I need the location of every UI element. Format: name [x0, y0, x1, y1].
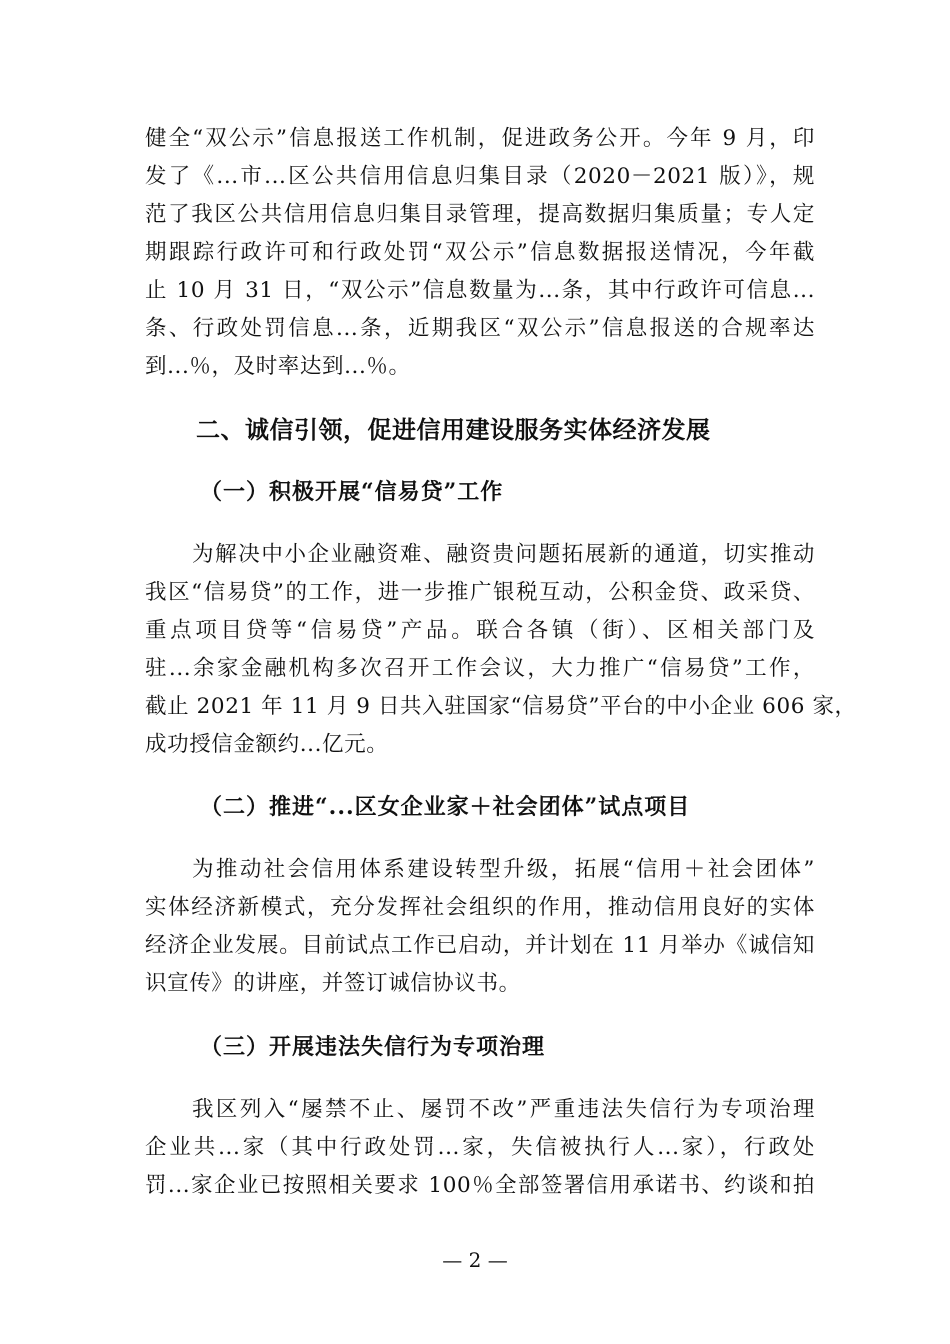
paragraph-line: 到...％，及时率达到...％。 — [145, 354, 411, 379]
paragraph-line: 罚...家企业已按照相关要求 100％全部签署信用承诺书、约谈和拍 — [145, 1173, 815, 1198]
subsection-heading: （二）推进“...区女企业家＋社会团体”试点项目 — [200, 794, 691, 820]
subsection-heading: （三）开展违法失信行为专项治理 — [200, 1034, 546, 1060]
paragraph-line: 条、行政处罚信息...条，近期我区“双公示”信息报送的合规率达 — [145, 316, 815, 341]
paragraph-line: 我区列入“屡禁不止、屡罚不改”严重违法失信行为专项治理 — [192, 1097, 815, 1122]
section-heading: 二、诚信引领，促进信用建设服务实体经济发展 — [196, 416, 711, 444]
paragraph-line: 实体经济新模式，充分发挥社会组织的作用，推动信用良好的实体 — [145, 895, 815, 920]
paragraph-line: 成功授信金额约...亿元。 — [145, 732, 389, 757]
paragraph-line: 止 10 月 31 日，“双公示”信息数量为...条，其中行政许可信息... — [145, 278, 815, 303]
paragraph-line: 识宣传》的讲座，并签订诚信协议书。 — [145, 971, 521, 996]
paragraph-line: 为解决中小企业融资难、融资贵问题拓展新的通道，切实推动 — [192, 542, 815, 567]
paragraph-line: 期跟踪行政许可和行政处罚“双公示”信息数据报送情况，今年截 — [145, 240, 815, 265]
page-number: — 2 — — [442, 1248, 508, 1272]
subsection-heading: （一）积极开展“信易贷”工作 — [200, 479, 504, 505]
paragraph-line: 驻...余家金融机构多次召开工作会议，大力推广“信易贷”工作， — [145, 656, 815, 681]
paragraph-line: 为推动社会信用体系建设转型升级，拓展“信用＋社会团体” — [192, 857, 815, 882]
paragraph-line: 我区“信易贷”的工作，进一步推广银税互动，公积金贷、政采贷、 — [145, 580, 815, 605]
paragraph-line: 健全“双公示”信息报送工作机制，促进政务公开。今年 9 月，印 — [145, 126, 815, 151]
paragraph-line: 重点项目贷等“信易贷”产品。联合各镇（街）、区相关部门及 — [145, 618, 815, 643]
paragraph-line: 企业共...家（其中行政处罚...家，失信被执行人...家），行政处 — [145, 1135, 815, 1160]
paragraph-line: 发了《...市...区公共信用信息归集目录（2020－2021 版）》，规 — [145, 164, 815, 189]
paragraph-line: 截止 2021 年 11 月 9 日共入驻国家“信易贷”平台的中小企业 606 家， — [145, 694, 857, 719]
paragraph-line: 范了我区公共信用信息归集目录管理，提高数据归集质量；专人定 — [145, 202, 815, 227]
paragraph-line: 经济企业发展。目前试点工作已启动，并计划在 11 月举办《诚信知 — [145, 933, 815, 958]
